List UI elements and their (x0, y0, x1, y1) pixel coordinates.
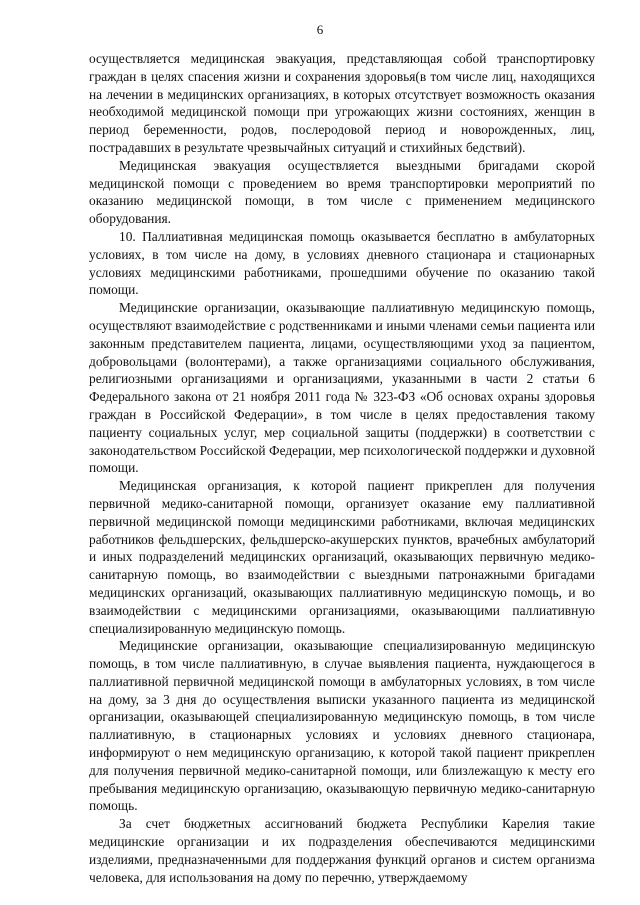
paragraph-evacuation-brigades: Медицинская эвакуация осуществляется выездными бригадами скорой медицинской помощи с проведением во время транспортировки мероприятий по оказанию медицинской помощи, в том числе с применением медицинского оборудования. (89, 157, 595, 227)
paragraph-10-palliative-care: 10. Паллиативная медицинская помощь оказывается бесплатно в амбулаторных условиях, в том числе на дому, в условиях дневного стационара и стационарных условиях медицинскими работниками, прошедшими обучение по оказанию такой помощи. (89, 228, 595, 298)
paragraph-evacuation-definition: осуществляется медицинская эвакуация, представляющая собой транспортировку граждан в целях спасения жизни и сохранения здоровья(в том числе лиц, находящихся на лечении в медицинских организациях, в которых отсутствует возможность оказания необходимой медицинской помощи при угрожающих жизни состояниях, женщин в период беременности, родов, послеродовой период и новорожденных, лиц, пострадавших в результате чрезвычайных ситуаций и стихийных бедствий). (89, 51, 595, 155)
paragraph-organizations-interaction: Медицинские организации, оказывающие паллиативную медицинскую помощь, осуществляют взаимодействие с родственниками и иными членами семьи пациента или законным представителем пациента, лицами, осуществляющими уход за пациентом, добровольцами (волонтерами), а также организациями социального обслуживания, религиозными организациями и организациями, указанными в части 2 статьи 6 Федерального закона от 21 ноября 2011 года № 323-ФЗ «Об основах охраны здоровья граждан в Российской Федерации», в том числе в целях предоставления такому пациенту социальных услуг, мер социальной защиты (поддержки) в соответствии с законодательством Российской Федерации, мер психологической поддержки и духовной помощи. (89, 300, 595, 476)
page-number: 6 (316, 22, 324, 37)
paragraph-primary-care-organization: Медицинская организация, к которой пациент прикреплен для получения первичной медико-санитарной помощи, организует оказание ему паллиативной первичной медицинской помощи медицинскими работниками, включая медицинских работников фельдшерских, фельдшерско-акушерских пунктов, врачебных амбулаторий и иных подразделений медицинских организаций, оказывающих первичную медико-санитарную помощь, во взаимодействии с выездными патронажными бригадами медицинских организаций, оказывающих паллиативную медицинскую помощь, и во взаимодействии с медицинскими организациями, оказывающими паллиативную специализированную медицинскую помощь. (89, 478, 595, 636)
paragraph-specialized-care-organizations: Медицинские организации, оказывающие специализированную медицинскую помощь, в том числе паллиативную, в случае выявления пациента, нуждающегося в паллиативной первичной медицинской помощи в амбулаторных условиях, в том числе на дому, за 3 дня до осуществления выписки указанного пациента из медицинской организации, оказывающей специализированную медицинскую помощь, в том числе паллиативную, в стационарных условиях и условиях дневного стационара, информируют о нем медицинскую организацию, к которой такой пациент прикреплен для получения первичной медико-санитарной помощи, или близлежащую к месту его пребывания медицинскую организацию, оказывающую первичную медико-санитарную помощь. (89, 638, 595, 814)
paragraph-budget-funding: За счет бюджетных ассигнований бюджета Республики Карелия такие медицинские организации и их подразделения обеспечиваются медицинскими изделиями, предназначенными для поддержания функций органов и систем организма человека, для использования на дому по перечню, утверждаемому (89, 816, 595, 885)
document-body (89, 50, 595, 886)
